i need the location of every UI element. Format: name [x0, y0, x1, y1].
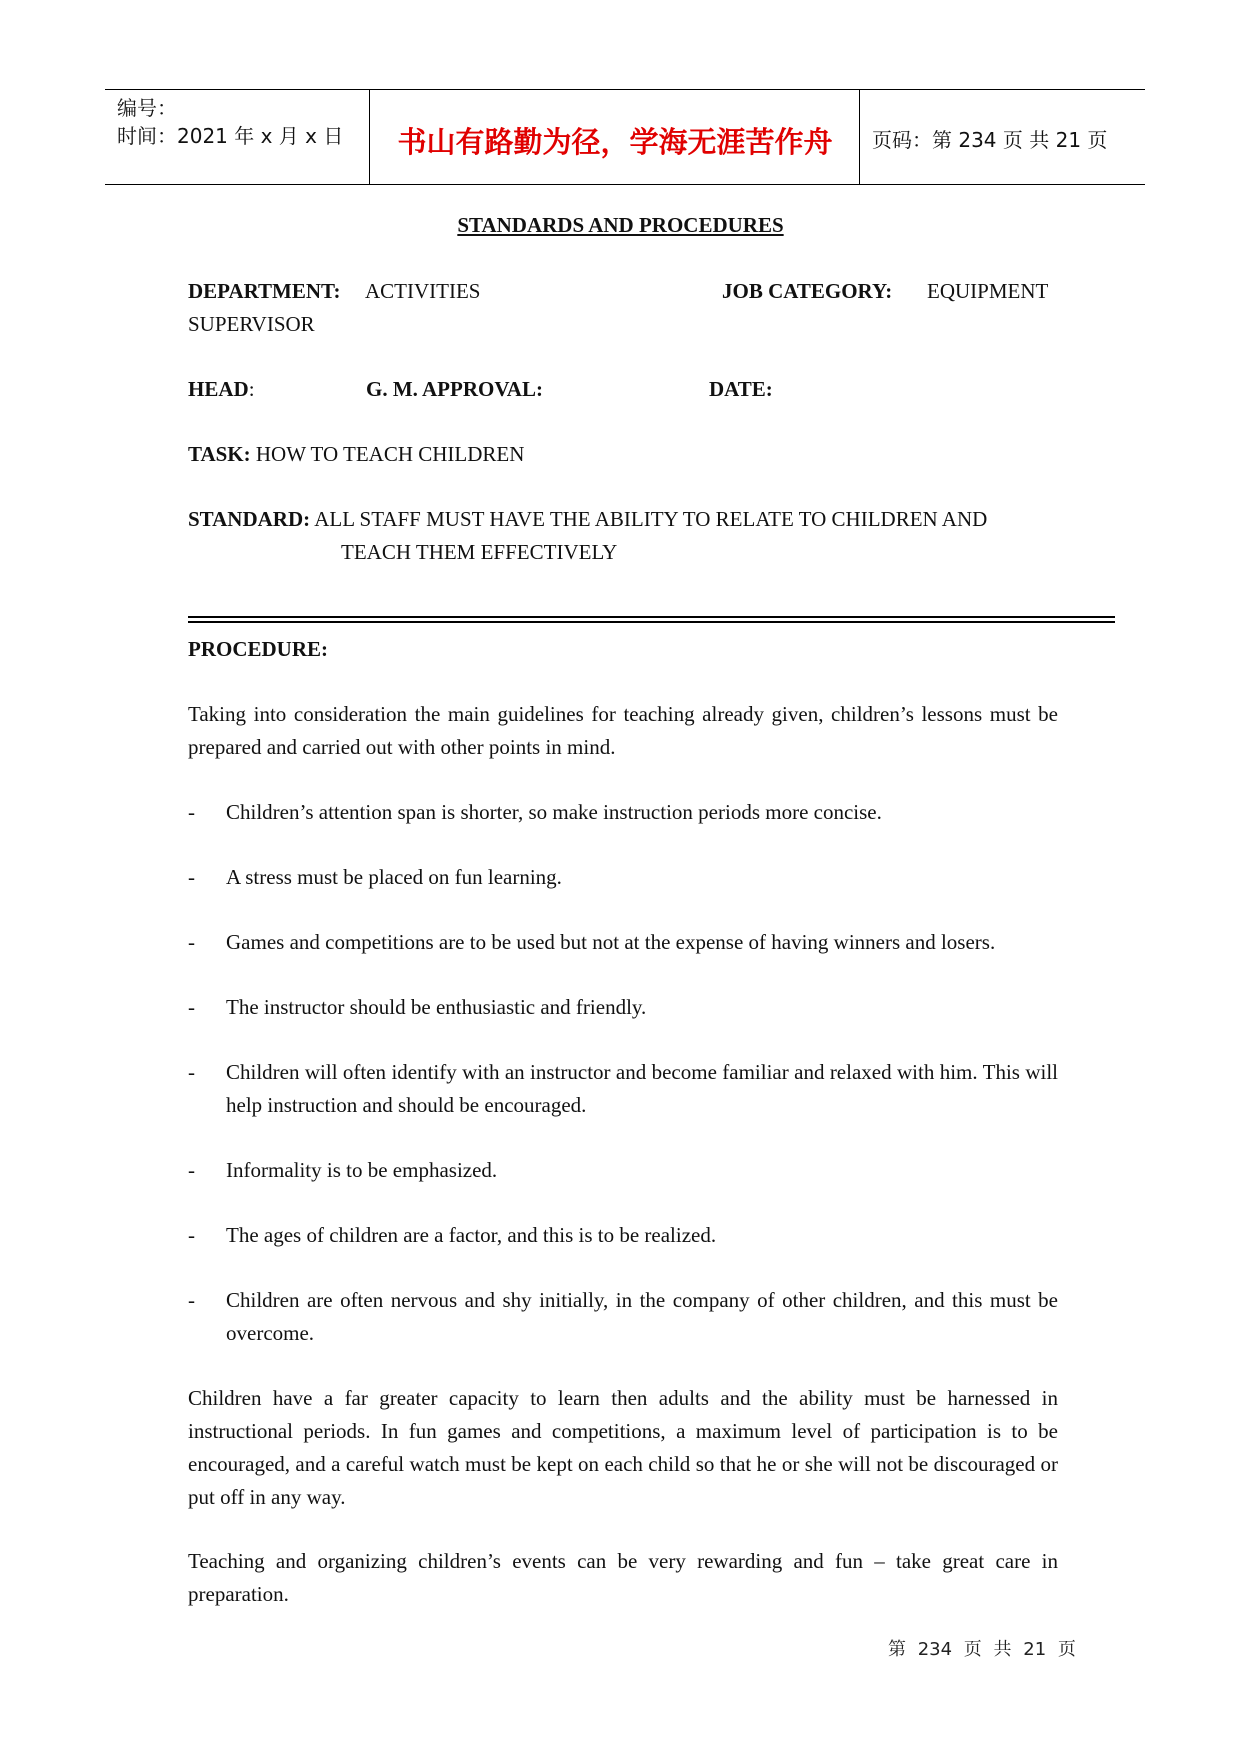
header-page-cell [860, 90, 1145, 184]
divider-bottom [188, 621, 1115, 623]
number-label: 编号： [117, 96, 177, 120]
date-label: DATE: [709, 377, 773, 401]
head-field [188, 373, 255, 406]
bullet-marker: - [188, 1223, 195, 1247]
head-label: HEAD [188, 377, 249, 401]
bullet-item: The instructor should be enthusiastic and friendly. [226, 995, 647, 1019]
task-label: TASK: [188, 442, 251, 466]
time-label: 时间：2021 年 x 月 x 日 [117, 124, 344, 148]
job-category-label: JOB CATEGORY: [722, 279, 893, 303]
procedure-intro: Taking into consideration the main guidelines for teaching already given, children’s lessons must be prepared and carried out with other points in mind. [188, 702, 1058, 759]
bullet-marker: - [188, 1158, 195, 1182]
bullet-item: Children’s attention span is shorter, so make instruction periods more concise. [226, 800, 882, 824]
page-info: 页码：第 234 页 共 21 页 [872, 128, 1108, 152]
procedure-heading: PROCEDURE: [188, 637, 328, 661]
document-title: STANDARDS AND PROCEDURES [457, 213, 784, 237]
header-table [105, 89, 1145, 185]
bullet-item: Games and competitions are to be used but not at the expense of having winners and losers. [226, 930, 996, 954]
bullet-marker: - [188, 865, 195, 889]
department-value: ACTIVITIES [365, 279, 481, 303]
job-category-value: EQUIPMENT [927, 279, 1049, 303]
standard-field [188, 503, 987, 536]
procedure-paragraph-3: Teaching and organizing children’s events can be very rewarding and fun – take great care in preparation. [188, 1549, 1058, 1606]
bullet-marker: - [188, 800, 195, 824]
gm-approval-label: G. M. APPROVAL: [366, 377, 543, 401]
motto: 书山有路勤为径，学海无涯苦作舟 [397, 125, 833, 159]
department-label: DEPARTMENT: [188, 279, 341, 303]
bullet-item: Informality is to be emphasized. [226, 1158, 498, 1182]
page-footer: 第 234 页 共 21 页 [888, 1639, 1076, 1660]
task-value: HOW TO TEACH CHILDREN [255, 442, 525, 466]
bullet-item: A stress must be placed on fun learning. [226, 865, 562, 889]
job-category-continued: SUPERVISOR [188, 312, 315, 336]
bullet-item: Children will often identify with an instructor and become familiar and relaxed with him. This will help instruction and should be encouraged. [226, 1060, 1058, 1117]
bullet-marker: - [188, 1288, 195, 1312]
header-motto-cell [370, 90, 860, 184]
procedure-paragraph-2: Children have a far greater capacity to learn then adults and the ability must be harnessed in instructional periods. In fun games and competitions, a maximum level of participation is to be encouraged, and a careful watch must be kept on each child so that he or she will not be discouraged or put off in any way. [188, 1386, 1058, 1509]
head-colon: : [248, 377, 255, 401]
standard-line-2: TEACH THEM EFFECTIVELY [341, 540, 618, 564]
bullet-item: The ages of children are a factor, and this is to be realized. [226, 1223, 717, 1247]
standard-line-1: ALL STAFF MUST HAVE THE ABILITY TO RELATE TO CHILDREN AND [314, 507, 988, 531]
bullet-item: Children are often nervous and shy initially, in the company of other children, and this must be overcome. [226, 1288, 1058, 1345]
standard-label: STANDARD: [188, 507, 311, 531]
divider-top [188, 616, 1115, 618]
bullet-marker: - [188, 1060, 195, 1084]
bullet-marker: - [188, 930, 195, 954]
task-field [188, 438, 524, 471]
header-info-cell [105, 90, 370, 184]
bullet-marker: - [188, 995, 195, 1019]
